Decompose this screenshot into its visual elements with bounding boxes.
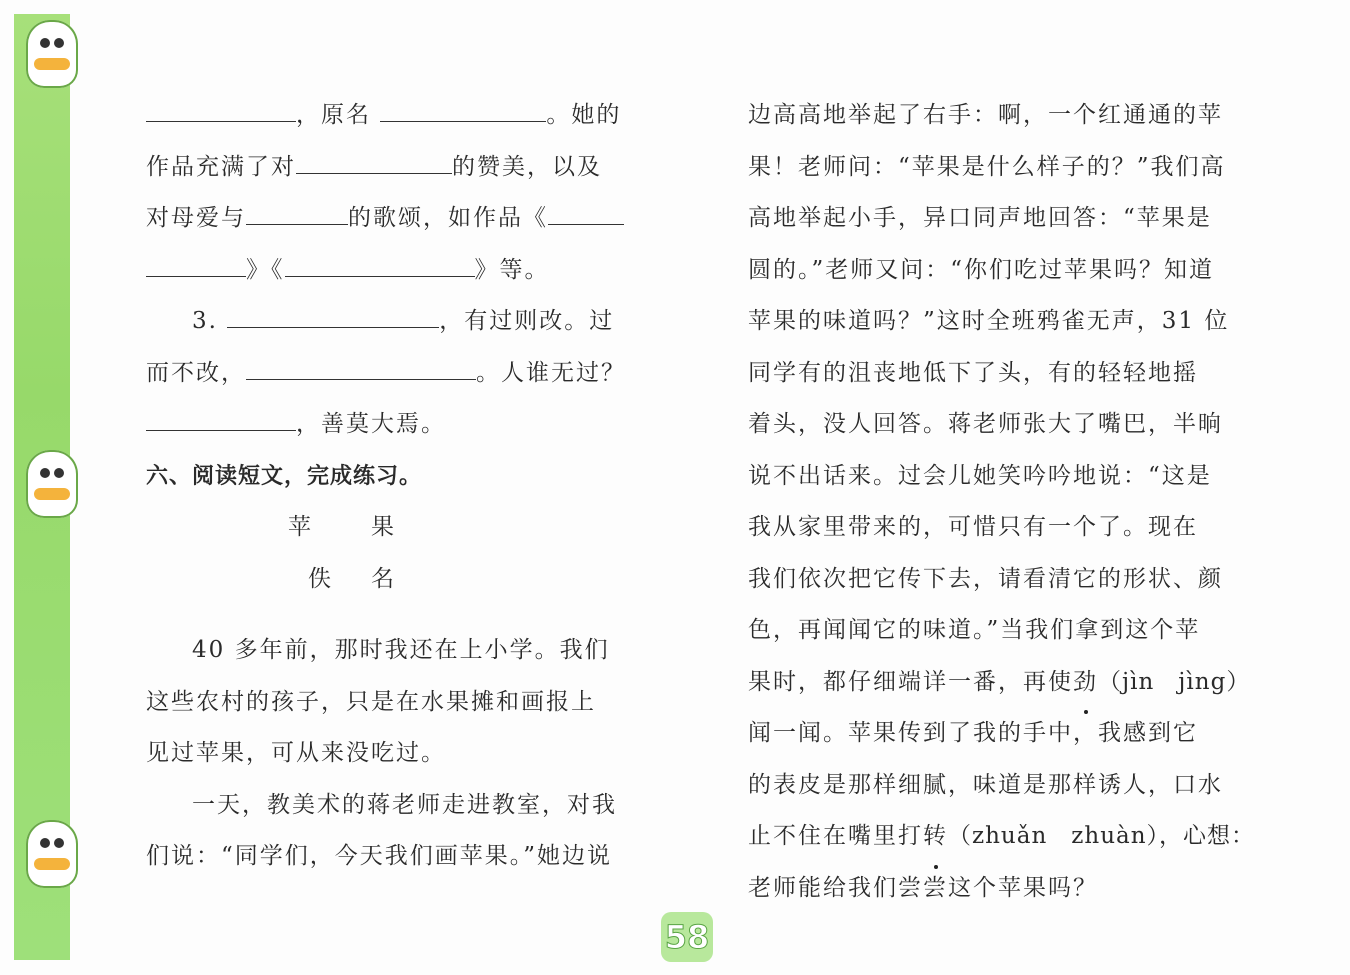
rabbit-sticker-icon bbox=[26, 20, 78, 88]
paragraph-line: 老师能给我们尝尝这个苹果吗？ bbox=[748, 874, 1098, 901]
left-column bbox=[146, 90, 646, 883]
text: 果时，都仔细端详一番，再使 bbox=[748, 668, 1073, 695]
paragraph-line: 我们依次把它传下去，请看清它的形状、颜 bbox=[748, 565, 1223, 592]
article-author: 佚名 bbox=[308, 565, 434, 592]
answer-blank[interactable] bbox=[548, 194, 624, 225]
answer-blank[interactable] bbox=[380, 91, 546, 122]
paragraph-line: 一天，教美术的蒋老师走进教室，对我 bbox=[192, 791, 617, 818]
question-number: 3. bbox=[192, 308, 218, 334]
page-number: 58 bbox=[661, 912, 713, 962]
question-3-line-3 bbox=[146, 399, 646, 451]
paragraph-line: 色，再闻闻它的味道。”当我们拿到这个苹 bbox=[748, 617, 1201, 643]
section-title: 六、阅读短文，完成练习。 bbox=[146, 463, 423, 489]
paragraph-line-with-pinyin bbox=[748, 811, 1256, 863]
article-title: 苹果 bbox=[288, 514, 454, 540]
paragraph-line: 闻一闻。苹果传到了我的手中，我感到它 bbox=[748, 720, 1198, 746]
right-column bbox=[748, 90, 1256, 914]
text: 》《 bbox=[246, 256, 285, 283]
text: ，原名 bbox=[296, 102, 371, 128]
text: 》等。 bbox=[474, 256, 550, 283]
text: 的赞美，以及 bbox=[452, 153, 602, 180]
paragraph-line: 苹果的味道吗？”这时全班鸦雀无声，31 位 bbox=[748, 308, 1230, 334]
paragraph-line-with-pinyin bbox=[748, 657, 1251, 709]
answer-blank[interactable] bbox=[146, 91, 296, 122]
fill-line-3 bbox=[146, 193, 646, 245]
question-3-line-1 bbox=[146, 296, 646, 348]
paragraph-line: 圆的。”老师又问：“你们吃过苹果吗？知道 bbox=[748, 256, 1215, 283]
paragraph-line: 同学有的沮丧地低下了头，有的轻轻地摇 bbox=[748, 359, 1198, 386]
answer-blank[interactable] bbox=[146, 246, 246, 277]
dotted-character: 劲 bbox=[1073, 657, 1098, 709]
paragraph-line: 见过苹果，可从来没吃过。 bbox=[146, 740, 446, 766]
answer-blank[interactable] bbox=[227, 297, 439, 328]
text: 而不改， bbox=[146, 359, 246, 386]
paragraph-line: 们说：“同学们，今天我们画苹果。”她边说 bbox=[146, 843, 613, 869]
text: 止不住在嘴里打 bbox=[748, 823, 923, 849]
dotted-character: 转 bbox=[923, 811, 948, 863]
answer-blank[interactable] bbox=[246, 194, 348, 225]
cat-sticker-icon bbox=[26, 450, 78, 518]
paragraph-line: 的表皮是那样细腻，味道是那样诱人，口水 bbox=[748, 771, 1223, 798]
text: 作品充满了对 bbox=[146, 153, 296, 180]
fill-line-1 bbox=[146, 90, 646, 142]
paragraph-line: 我从家里带来的，可惜只有一个了。现在 bbox=[748, 514, 1198, 540]
fill-line-4 bbox=[146, 245, 646, 297]
pinyin-options: （zhuǎn zhuàn），心想： bbox=[948, 823, 1256, 849]
text: ，有过则改。过 bbox=[439, 308, 615, 334]
paragraph-line: 这些农村的孩子，只是在水果摊和画报上 bbox=[146, 688, 596, 715]
fill-line-2 bbox=[146, 142, 646, 194]
pinyin-options: （jìn jìng） bbox=[1098, 668, 1251, 695]
paragraph-line: 边高高地举起了右手：啊，一个红通通的苹 bbox=[748, 102, 1223, 128]
text: 。她的 bbox=[546, 102, 622, 128]
paragraph-line: 果！老师问：“苹果是什么样子的？”我们高 bbox=[748, 153, 1226, 180]
answer-blank[interactable] bbox=[296, 143, 452, 174]
paragraph-line: 着头，没人回答。蒋老师张大了嘴巴，半晌 bbox=[748, 411, 1223, 437]
answer-blank[interactable] bbox=[146, 400, 296, 431]
paragraph-line: 高地举起小手，异口同声地回答：“苹果是 bbox=[748, 205, 1212, 231]
question-3-line-2 bbox=[146, 348, 646, 400]
paragraph-line: 40 多年前，那时我还在上小学。我们 bbox=[192, 637, 610, 663]
text: 的歌颂，如作品《 bbox=[348, 205, 548, 231]
answer-blank[interactable] bbox=[246, 349, 476, 380]
paragraph-line: 说不出话来。过会儿她笑吟吟地说：“这是 bbox=[748, 462, 1212, 489]
text: ，善莫大焉。 bbox=[296, 411, 446, 437]
text: 对母爱与 bbox=[146, 205, 246, 231]
text: 。人谁无过？ bbox=[476, 359, 626, 386]
tiger-sticker-icon bbox=[26, 820, 78, 888]
answer-blank[interactable] bbox=[285, 246, 475, 277]
